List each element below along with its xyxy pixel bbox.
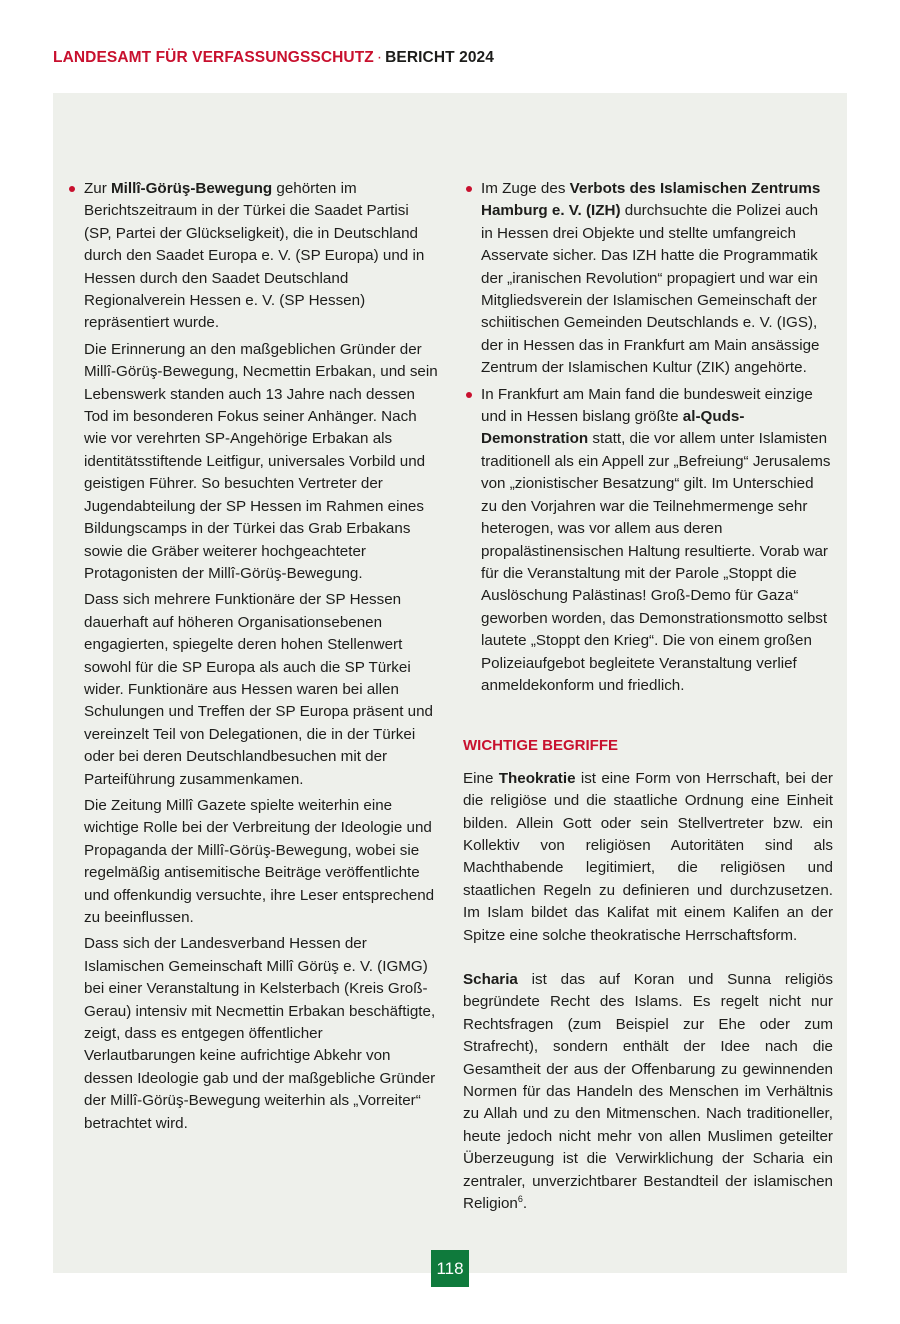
footnote-marker[interactable]: 6: [517, 1194, 523, 1204]
paragraph-funktionaere: Dass sich mehrere Funktionäre der SP Hessen dauerhaft auf höheren Organisationsebenen engagierten, spiegelte deren hohen Stellenwert sowohl für die SP Europa als auch die SP Türkei wider. Funktionäre aus Hessen waren bei allen Schulungen und Treffen der SP Europa präsent und vereinzelt Teil von Delegationen, die in der Türkei oder bei deren Deutschlandbesuchen mit der Parteiführung zusammenkamen.: [84, 591, 434, 788]
paragraph-igmg: Dass sich der Landesverband Hessen der Islamischen Gemeinschaft Millî Görüş e. V. (IGMG) bei einer Veranstaltung in Kelsterbach (Kreis Groß-Gerau) intensiv mit Necmettin Erbakan beschäftigte, zeigt, dass es entgegen öffentlicher Verlautbarungen keine aufrichtige Abkehr von dessen Ideologie gab und der maßgebliche Gründer der Millî-Görüş-Bewegung weiterhin als „Vorreiter“ betrachtet wird.: [84, 935, 436, 1132]
term-theokratie: Theokratie: [498, 769, 576, 787]
right-column: [463, 178, 833, 1215]
term-al-quds: al-Quds-Demonstration: [481, 408, 745, 448]
paragraph-erbakan: Die Erinnerung an den maßgeblichen Gründer der Millî-Görüş-Bewegung, Necmettin Erbakan, und sein Lebenswerk standen auch 13 Jahre nach dessen Tod im besonderen Fokus seiner Anhänger. Nach wie vor verehrten SP-Angehörige Erbakan als identitätsstiftende Leitfigur, universales Vorbild und geistigen Führer. So besuchten Vertreter der Jugendabteilung der SP Hessen im Rahmen eines Bildungscamps in der Türkei das Grab Erbakans sowie die Gräber weiterer hochgeachteter Protagonisten der Millî-Görüş-Bewegung.: [84, 340, 438, 582]
bullet-milli-gorus: Zur Millî-Görüş-Bewegung gehörten im Berichtszeitraum in der Türkei die Saadet Partisi (SP, Partei der Glückseligkeit), die in Deutschland durch den Saadet Europa e. V. (SP Europa) und in Hessen durch den Saadet Deutschland Regionalverein Hessen e. V. (SP Hessen) repräsentiert wurde.: [66, 178, 438, 335]
page-number: 118: [431, 1250, 469, 1287]
term-scharia: Scharia: [463, 971, 518, 988]
content-panel: [53, 93, 847, 1273]
paragraph-milli-gazete: Die Zeitung Millî Gazete spielte weiterhin eine wichtige Rolle bei der Verbreitung der Ideologie und Propaganda der Millî-Görüş-Bewegung, wobei sie regelmäßig antisemitische Beiträge veröffentlichte und offenkundig versuchte, ihre Leser entsprechend zu beeinflussen.: [84, 796, 435, 926]
header-report: BERICHT 2024: [385, 49, 494, 66]
definition-theokratie: Eine Theokratie ist eine Form von Herrschaft, bei der die religiöse und die staatliche Ordnung eine Einheit bilden. Allein Gott oder sein Stellvertreter bzw. ein Kollektiv von religiösen Autoritäten sind als Machthabende legitimiert, die religiösen und staatlichen Regeln zu definieren und durchzusetzen. Im Islam bildet das Kalifat mit einem Kalifen an der Spitze eine solche theokratische Herrschaftsform.: [463, 769, 833, 944]
term-izh: Verbots des Islamischen Zentrums Hamburg e. V. (IZH): [481, 180, 821, 220]
bullet-izh: Im Zuge des Verbots des Islamischen Zentrums Hamburg e. V. (IZH) durchsuchte die Polizei auch in Hessen drei Objekte und stellte umfangreich Asservate sicher. Das IZH hatte die Programmatik der „iranischen Revolution“ propagiert und war ein Mitgliedsverein der Islamischen Gemeinschaft der schiitischen Gemeinden Deutschlands e. V. (IGS), der in Hessen das in Frankfurt am Main ansässige Zentrum der Islamischen Kultur (ZIK) angehörte.: [463, 178, 833, 380]
term-milli-gorus: Millî-Görüş-Bewegung: [111, 180, 273, 197]
running-header: [53, 49, 494, 67]
bullet-al-quds: In Frankfurt am Main fand die bundesweit einzige und in Hessen bislang größte al-Quds-Demonstration statt, die vor allem unter Islamisten traditionell als ein Appell zur „Befreiung“ Jerusalems von „zionistischer Besatzung“ gilt. Im Unterschied zu den Vorjahren war die Teilnehmermenge sehr heterogen, was vor allem aus deren propalästinensischen Haltung resultierte. Vorab war für die Veranstaltung mit der Parole „Stoppt die Auslöschung Palästinas! Groß-Demo für Gaza“ geworben worden, das Demonstrationsmotto selbst lautete „Stoppt den Krieg“. Die von einem großen Polizeiaufgebot begleitete Veranstaltung verlief anmeldekonform und friedlich.: [463, 384, 833, 698]
header-separator: ·: [376, 49, 383, 66]
header-org: LANDESAMT FÜR VERFASSUNGSSCHUTZ: [53, 49, 374, 66]
left-column: [66, 178, 438, 1139]
definition-scharia: Scharia ist das auf Koran und Sunna religiös begründete Recht des Islams. Es regelt nicht nur Rechtsfragen (zum Beispiel zur Ehe oder zum Strafrecht), sondern enthält der Idee nach die Gesamtheit der aus der Offenbarung zu gewinnenden Normen für das Handeln des Menschen im Verhältnis zu Allah und zu den Mitmenschen. Nach traditioneller, heute jedoch nicht mehr von allen Muslimen geteilter Überzeugung ist die Verwirklichung der Scharia ein zentraler, unverzichtbarer Bestandteil der islamischen Religion$^6$.: [463, 971, 833, 1213]
section-heading-wichtige-begriffe: WICHTIGE BEGRIFFE: [463, 737, 618, 755]
